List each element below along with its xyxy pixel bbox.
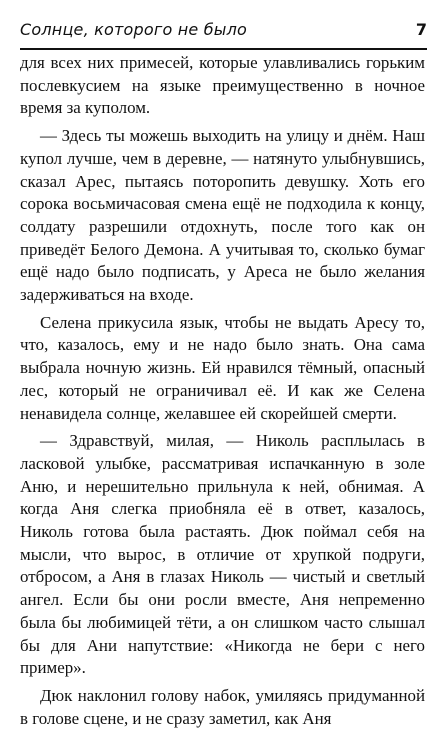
paragraph-4: — Здравствуй, милая, — Николь расплылась в ласковой улыбке, рассматривая испачканную в золе Аню, и нерешительно прильнула к ней, обнимая. А когда Аня слегка приобняла её в ответ, казалось, Николь готова была растаять. Дюк поймал себя на мысли, что вырос, в отличие от хрупкой подруги, отбросом, а Аня в глазах Николь — чистый и светлый ангел. Если бы они росли вместе, Аня непременно была бы любимицей тёти, а он слишком часто слышал бы для Ани напутствие: «Никогда не бери с него пример».	[20, 431, 425, 678]
running-head	[20, 20, 427, 44]
paragraph-2: — Здесь ты можешь выходить на улицу и днём. Наш купол лучше, чем в деревне, — натянуто улыбнувшись, сказал Арес, пытаясь поторопить девушку. Хоть его сорока восьмичасовая смена ещё не подходила к концу, солдату разрешили отдохнуть, после того как он приведёт Белого Демона. А учитывая то, сколько бумаг ещё надо было подписать, у Ареса не было желания задерживаться на входе.	[20, 126, 425, 305]
running-title: Солнце, которого не было	[20, 20, 248, 39]
paragraph-5: Дюк наклонил голову набок, умиляясь придуманной в голове сцене, и не сразу заметил, как Аня	[20, 685, 425, 728]
paragraph-1: для всех них примесей, которые улавливались горьким послевкусием на языке преимущественно в ночное время за куполом.	[20, 53, 425, 118]
body-text	[20, 52, 425, 730]
page-number: 7	[415, 20, 427, 39]
header-divider	[20, 48, 427, 50]
paragraph-3: Селена прикусила язык, чтобы не выдать Аресу то, что, казалось, ему и не надо было знать. Она сама выбрала ночную жизнь. Ей нравился тёмный, опасный лес, который не ограничивал её. И как же Селена ненавидела солнце, желавшее ей скорейшей смерти.	[20, 312, 425, 423]
